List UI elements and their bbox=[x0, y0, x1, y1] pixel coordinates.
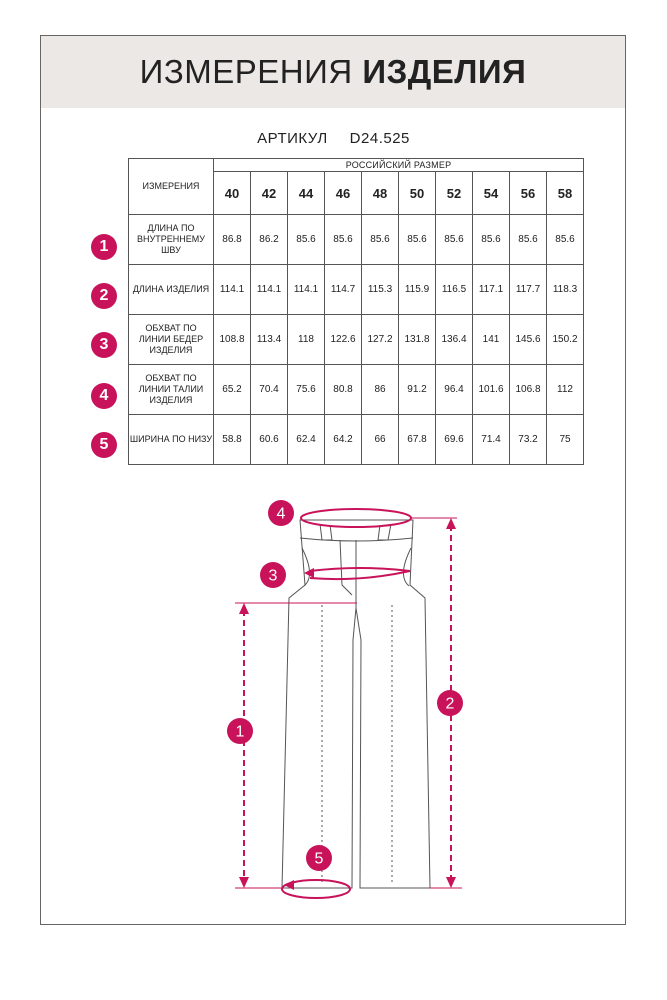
measurement-value: 115.3 bbox=[362, 265, 399, 315]
article-code: D24.525 bbox=[349, 130, 410, 147]
measurement-value: 101.6 bbox=[473, 365, 510, 415]
measurement-value: 65.2 bbox=[214, 365, 251, 415]
measurement-value: 114.7 bbox=[325, 265, 362, 315]
diagram-marker-2 bbox=[437, 690, 463, 716]
measurement-value: 113.4 bbox=[251, 315, 288, 365]
length-arrow-top bbox=[446, 518, 456, 529]
row-number-badge: 4 bbox=[91, 383, 117, 409]
diagram-marker-5 bbox=[306, 845, 332, 871]
waist-measure-ellipse bbox=[301, 509, 411, 527]
measurement-value: 62.4 bbox=[288, 415, 325, 465]
measurement-value: 80.8 bbox=[325, 365, 362, 415]
length-arrow-bottom bbox=[446, 877, 456, 888]
measurement-value: 115.9 bbox=[399, 265, 436, 315]
measurement-value: 118 bbox=[288, 315, 325, 365]
diagram-marker-1 bbox=[227, 718, 253, 744]
size-header-42: 42 bbox=[251, 172, 288, 215]
diagram-marker-5-text: 5 bbox=[314, 850, 324, 868]
measurement-value: 131.8 bbox=[399, 315, 436, 365]
measurement-value: 86.2 bbox=[251, 215, 288, 265]
diagram-marker-1-text: 1 bbox=[235, 723, 245, 741]
measurements-header: ИЗМЕРЕНИЯ bbox=[129, 159, 214, 215]
measurement-value: 85.6 bbox=[325, 215, 362, 265]
measurement-value: 145.6 bbox=[510, 315, 547, 365]
measurement-value: 64.2 bbox=[325, 415, 362, 465]
measurement-value: 114.1 bbox=[288, 265, 325, 315]
measurement-name: ШИРИНА ПО НИЗУ bbox=[129, 415, 214, 465]
measurement-value: 86 bbox=[362, 365, 399, 415]
measurement-name: ОБХВАТ ПО ЛИНИИ БЕДЕР ИЗДЕЛИЯ bbox=[129, 315, 214, 365]
size-header-44: 44 bbox=[288, 172, 325, 215]
measurement-value: 141 bbox=[473, 315, 510, 365]
measurement-value: 106.8 bbox=[510, 365, 547, 415]
row-number-badge: 2 bbox=[91, 283, 117, 309]
measurement-value: 85.6 bbox=[362, 215, 399, 265]
measurement-value: 127.2 bbox=[362, 315, 399, 365]
measurement-value: 114.1 bbox=[251, 265, 288, 315]
inseam-arrow-bottom bbox=[239, 877, 249, 888]
size-header-48: 48 bbox=[362, 172, 399, 215]
title-bold: ИЗДЕЛИЯ bbox=[362, 53, 527, 90]
measurement-value: 122.6 bbox=[325, 315, 362, 365]
measurement-value: 116.5 bbox=[436, 265, 473, 315]
size-header-54: 54 bbox=[473, 172, 510, 215]
row-number-badge: 3 bbox=[91, 332, 117, 358]
measurement-name: ДЛИНА ИЗДЕЛИЯ bbox=[129, 265, 214, 315]
diagram-marker-4-text: 4 bbox=[276, 505, 286, 523]
diagram-marker-3-text: 3 bbox=[268, 567, 278, 585]
measurement-value: 91.2 bbox=[399, 365, 436, 415]
measurement-value: 85.6 bbox=[288, 215, 325, 265]
inseam-arrow-top bbox=[239, 603, 249, 614]
article-label: АРТИКУЛ bbox=[257, 130, 328, 147]
measurement-value: 85.6 bbox=[399, 215, 436, 265]
measurement-value: 70.4 bbox=[251, 365, 288, 415]
measurement-value: 71.4 bbox=[473, 415, 510, 465]
row-number-badge: 1 bbox=[91, 234, 117, 260]
hip-measure-arrow bbox=[310, 568, 410, 579]
measurement-value: 85.6 bbox=[473, 215, 510, 265]
measurement-value: 86.8 bbox=[214, 215, 251, 265]
measurement-value: 69.6 bbox=[436, 415, 473, 465]
measurement-value: 73.2 bbox=[510, 415, 547, 465]
measurement-value: 136.4 bbox=[436, 315, 473, 365]
size-header-52: 52 bbox=[436, 172, 473, 215]
measurement-value: 85.6 bbox=[547, 215, 584, 265]
measurement-value: 112 bbox=[547, 365, 584, 415]
measurement-value: 75.6 bbox=[288, 365, 325, 415]
measurement-value: 118.3 bbox=[547, 265, 584, 315]
title-light: ИЗМЕРЕНИЯ bbox=[139, 53, 353, 90]
measurement-name: ДЛИНА ПО ВНУТРЕННЕМУ ШВУ bbox=[129, 215, 214, 265]
measurement-value: 85.6 bbox=[510, 215, 547, 265]
measurement-value: 117.7 bbox=[510, 265, 547, 315]
measurement-value: 60.6 bbox=[251, 415, 288, 465]
size-header-50: 50 bbox=[399, 172, 436, 215]
measurement-value: 67.8 bbox=[399, 415, 436, 465]
measurement-value: 85.6 bbox=[436, 215, 473, 265]
measurement-value: 117.1 bbox=[473, 265, 510, 315]
size-header-58: 58 bbox=[547, 172, 584, 215]
measurement-value: 58.8 bbox=[214, 415, 251, 465]
measurement-name: ОБХВАТ ПО ЛИНИИ ТАЛИИ ИЗДЕЛИЯ bbox=[129, 365, 214, 415]
trousers-outline bbox=[282, 520, 430, 888]
measurement-value: 108.8 bbox=[214, 315, 251, 365]
measurement-value: 150.2 bbox=[547, 315, 584, 365]
size-header-40: 40 bbox=[214, 172, 251, 215]
measurement-value: 114.1 bbox=[214, 265, 251, 315]
diagram-marker-3 bbox=[260, 562, 286, 588]
size-header-56: 56 bbox=[510, 172, 547, 215]
diagram-marker-4 bbox=[268, 500, 294, 526]
size-group-header: РОССИЙСКИЙ РАЗМЕР bbox=[214, 159, 584, 172]
size-header-46: 46 bbox=[325, 172, 362, 215]
diagram-marker-2-text: 2 bbox=[445, 695, 455, 713]
row-number-badge: 5 bbox=[91, 432, 117, 458]
measurement-value: 66 bbox=[362, 415, 399, 465]
measurement-value: 96.4 bbox=[436, 365, 473, 415]
measurement-value: 75 bbox=[547, 415, 584, 465]
